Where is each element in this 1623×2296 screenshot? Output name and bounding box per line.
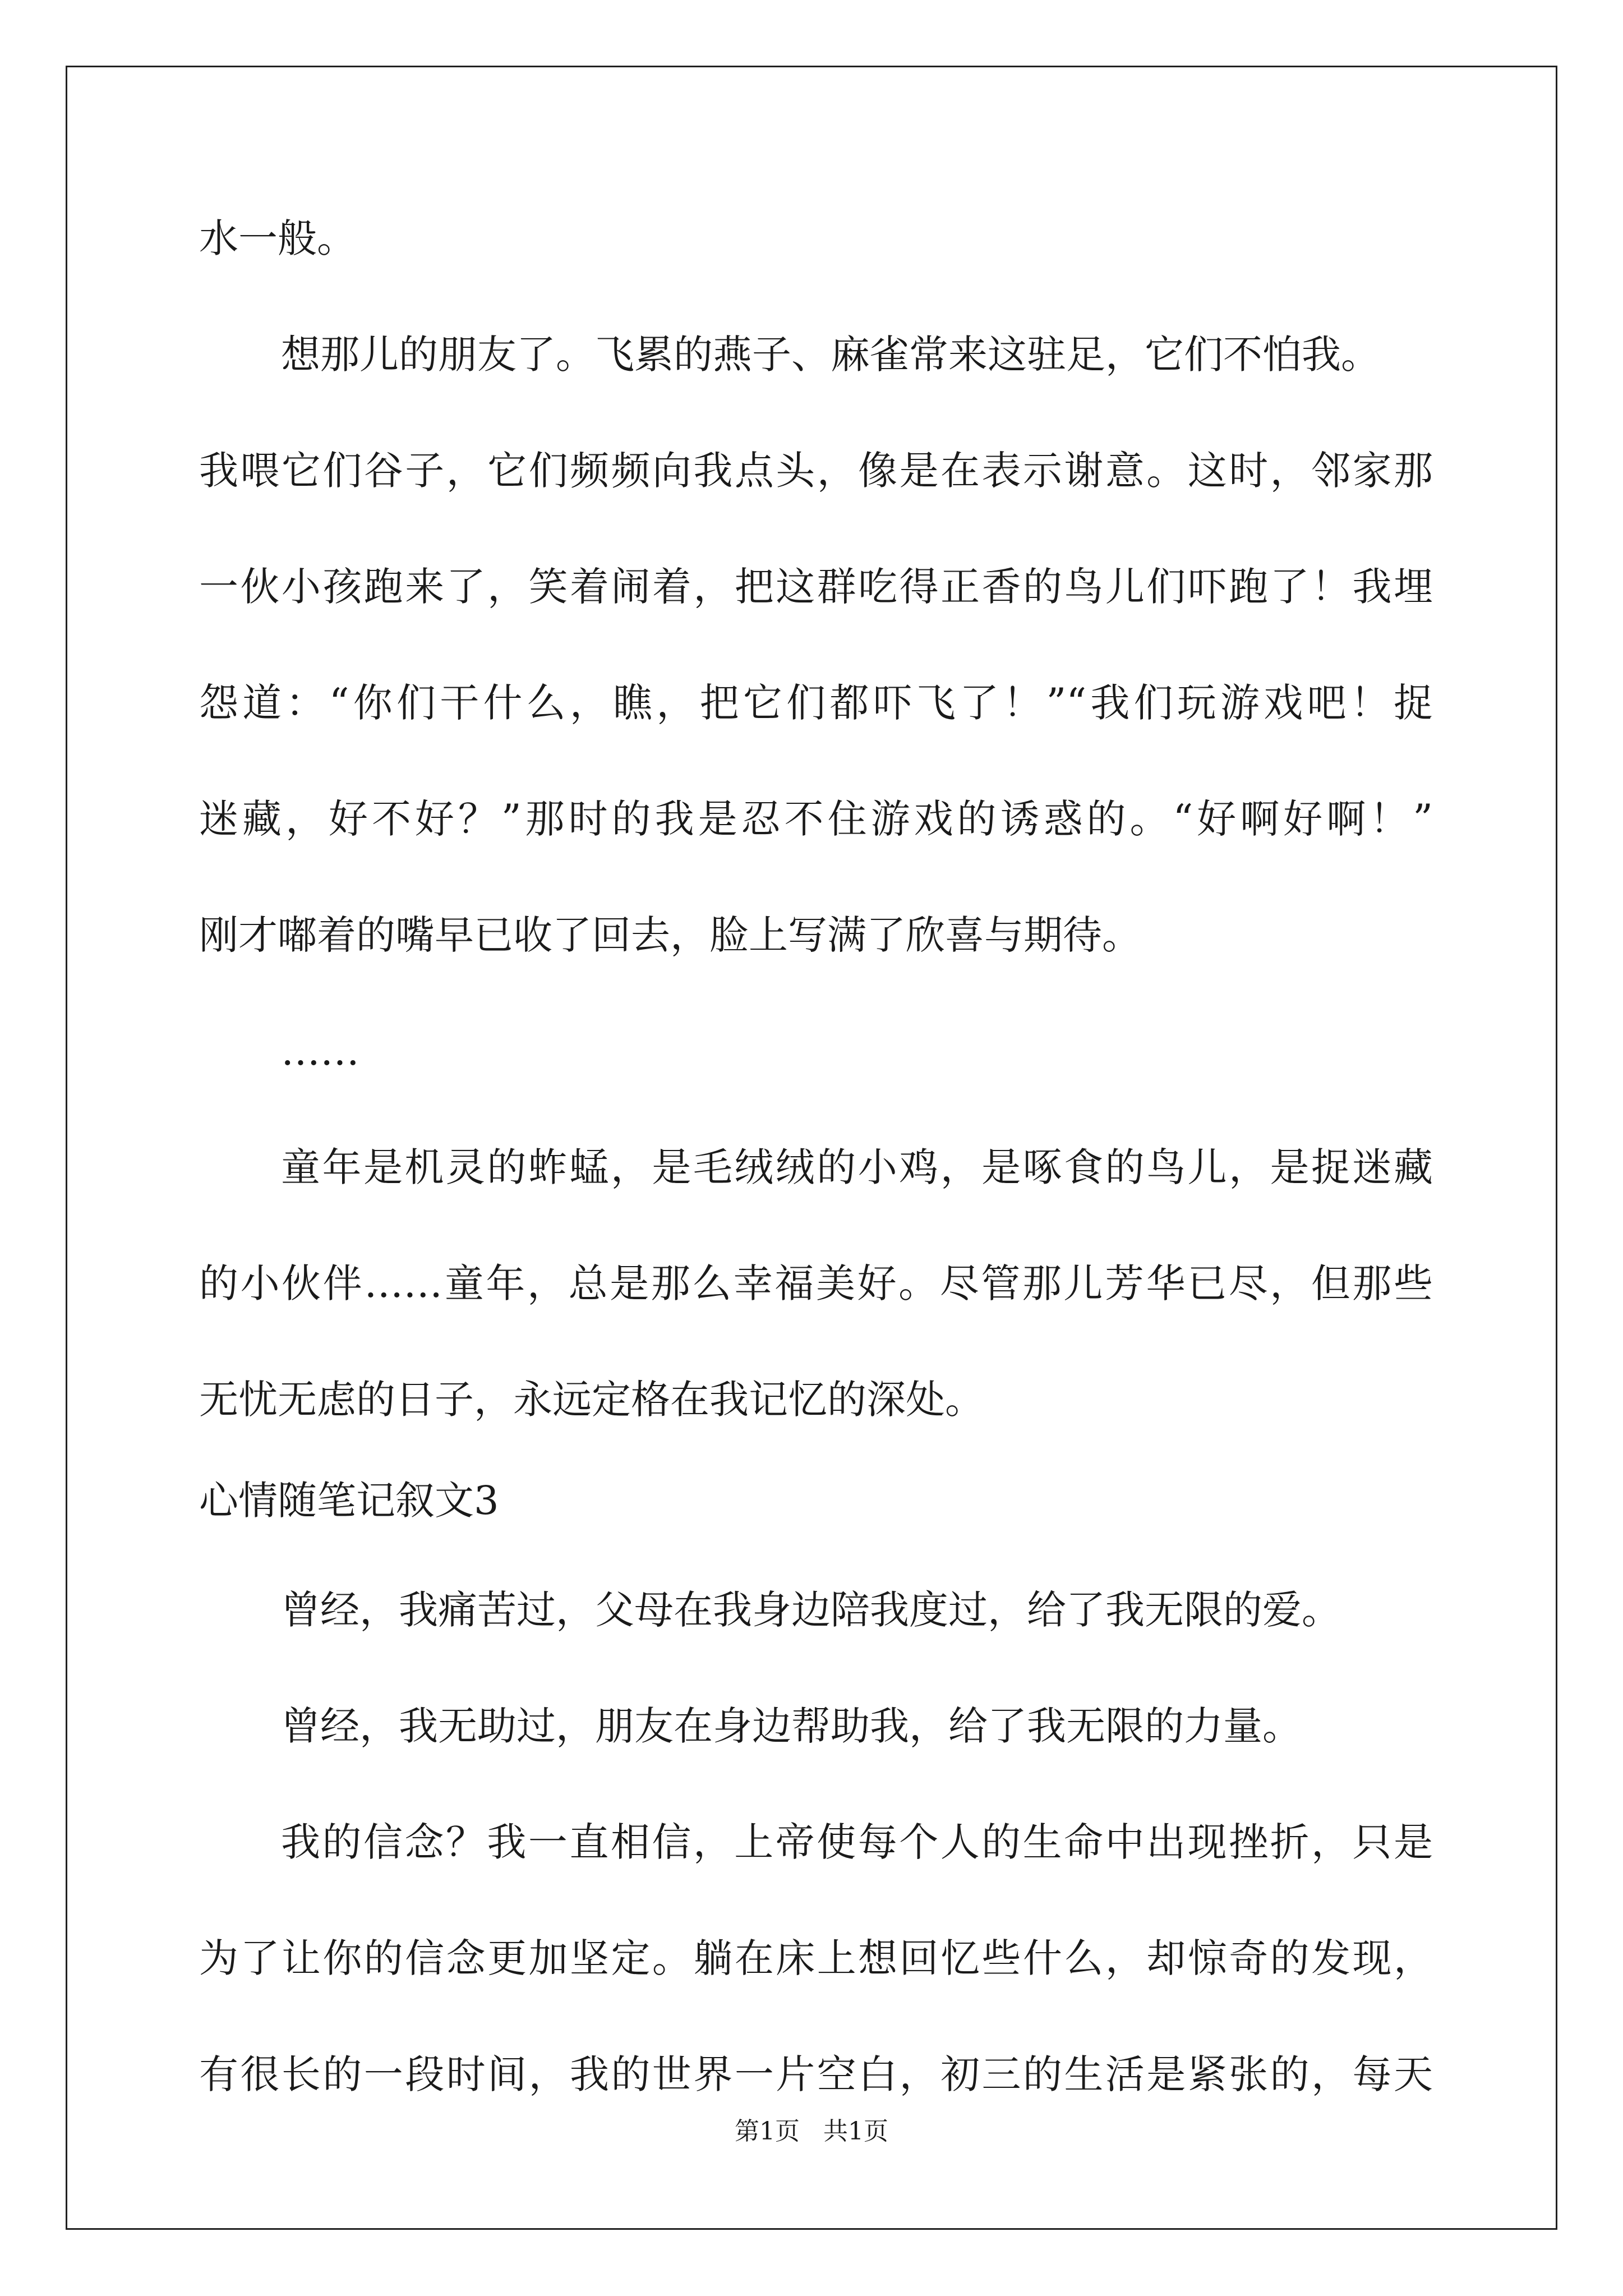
text-line: 迷藏，好不好？”那时的我是忍不住游戏的诱惑的。“好啊好啊！”: [199, 796, 1433, 842]
text-line: 我喂它们谷子，它们频频向我点头，像是在表示谢意。这时，邻家那: [199, 448, 1433, 494]
text-line: 的小伙伴……童年，总是那么幸福美好。尽管那儿芳华已尽，但那些: [199, 1260, 1433, 1306]
paragraph-line: 我的信念？我一直相信，上帝使每个人的生命中出现挫折，只是: [281, 1819, 1433, 1865]
text-line: 有很长的一段时间，我的世界一片空白，初三的生活是紧张的，每天: [199, 2051, 1433, 2097]
paragraph-line: 曾经，我无助过，朋友在身边帮助我，给了我无限的力量。: [281, 1703, 1302, 1749]
ellipsis-line: ……: [281, 1028, 359, 1074]
section-heading: 心情随笔记叙文3: [199, 1478, 499, 1524]
text-line: 刚才嘟着的嘴早已收了回去，脸上写满了欣喜与期待。: [199, 912, 1141, 958]
paragraph-line: 童年是机灵的蚱蜢，是毛绒绒的小鸡，是啄食的鸟儿，是捉迷藏: [281, 1144, 1433, 1190]
text-line: 无忧无虑的日子，永远定格在我记忆的深处。: [199, 1377, 984, 1423]
text-line: 为了让你的信念更加坚定。躺在床上想回忆些什么，却惊奇的发现，: [199, 1935, 1433, 1981]
paragraph-line: 曾经，我痛苦过，父母在我身边陪我度过，给了我无限的爱。: [281, 1587, 1341, 1633]
text-line: 怨道：“你们干什么，瞧，把它们都吓飞了！”“我们玩游戏吧！捉: [199, 680, 1433, 726]
paragraph-line: 想那儿的朋友了。飞累的燕子、麻雀常来这驻足，它们不怕我。: [281, 332, 1380, 378]
page-footer: 第1页 共1页: [735, 2117, 888, 2146]
text-line: 一伙小孩跑来了，笑着闹着，把这群吃得正香的鸟儿们吓跑了！我埋: [199, 564, 1433, 610]
text-line: 水一般。: [199, 215, 356, 261]
